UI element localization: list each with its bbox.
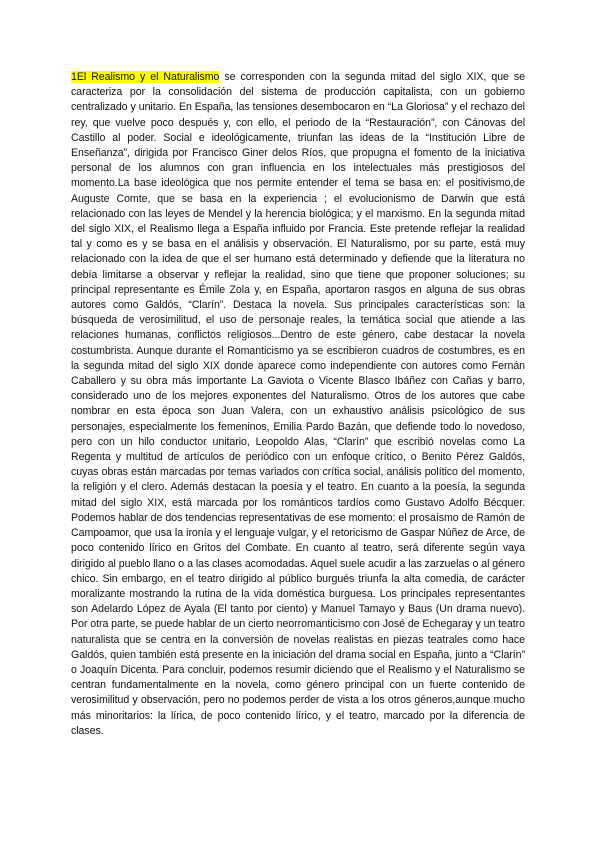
body-text: se corresponden con la segunda mitad del siglo XIX, que se caracteriza por la consolidación del sistema de producción capitalista, con un gobierno centralizado y unitario. En España, las tensiones desembocaron en “La Gloriosa” y el rechazo del rey, que vuelve poco después y, con ello, el periodo de la “Restauración”, con Cánovas del Castillo al poder. Social e ideológicamente, triunfan las ideas de la “Institución Libre de Enseñanza”, dirigida por Francisco Giner delos Ríos, que propugna el fomento de la iniciativa personal de los alumnos con gran influencia en los intelectuales más prestigiosos del momento.La base ideológica que nos permite entender el tema se basa en: el positivismo,de Auguste Comte, que se basa en la experiencia ; el evolucionismo de Darwin que está relacionado con las leyes de Mendel y la herencia biológica; y el marxismo. En la segunda mitad del siglo XIX, el Realismo llega a España influido por Francia. Este pretende reflejar la realidad tal y como es y se basa en el análisis y observación. El Naturalismo, por su parte, está muy relacionado con la idea de que el ser humano está determinado y defiende que la literatura no debía limitarse a observar y reflejar la realidad, sino que tiene que proponer soluciones; su principal representante es Émile Zola y, en España, aportaron rasgos en alguna de sus obras autores como Galdós, “Clarín”. Destaca la novela. Sus principales características son: la búsqueda de verosimilitud, el uso de personaje reales, la temática social que atiende a las relaciones humanas, conflictos religiosos...Dentro de este género, cabe destacar la novela costumbrista. Aunque durante el Romanticismo ya se escribieron cuadros de costumbres, es en la segunda mitad del siglo XIX donde aparece como independiente con autores como Fernán Caballero y su obra más importante La Gaviota o Vicente Blasco Ibáñez con Cañas y barro, considerado uno de los mejores exponentes del Naturalismo. Otros de los autores que cabe nombrar en esta época son Juan Valera, con un exhaustivo análisis psicológico de sus personajes, especialmente los femeninos, Emilia Pardo Bazán, que defiende todo lo novedoso, pero con un hilo conductor unitario, Leopoldo Alas, “Clarín” que escribió novelas como La Regenta y multitud de artículos de periódico con un enfoque crítico, o Benito Pérez Galdós, cuyas obras están marcadas por temas variados con crítica social, análisis político del momento, la religión y el clero. Además destacan la poesía y el teatro. En cuanto a la poesía, la segunda mitad del siglo XIX, está marcada por los románticos tardíos como Gustavo Adolfo Bécquer. Podemos hablar de dos tendencias representativas de ese momento: el prosaísmo de Ramón de Campoamor, que usa la ironía y el lenguaje vulgar, y el retoricismo de Gaspar Núñez de Arce, de poco contenido lírico en Gritos del Combate. En cuanto al teatro, será diferente según vaya dirigido al pueblo llano o a las clases acomodadas. Aquel suele acudir a las zarzuelas o al género chico. Sin embargo, en el teatro dirigido al público burgués triunfa la alta comedia, de carácter moralizante mostrando la rutina de la vida doméstica burguesa. Los principales representantes son Adelardo López de Ayala (El tanto por ciento) y Manuel Tamayo y Baus (Un drama nuevo). Por otra parte, se puede hablar de un cierto neorromanticismo con José de Echegaray y un teatro naturalista que se centra en la conversión de novelas realistas en piezas teatrales como hace Galdós, quien también está presente en la iniciación del drama social en España, junto a “Clarín” o Joaquín Dicenta. Para concluir, podemos resumir diciendo que el Realismo y el Naturalismo se centran fundamentalmente en la novela, como género principal con un fuerte contenido de verosimilitud y observación, pero no podemos perder de vista a los otros géneros,aunque mucho más minoritarios: la lírica, de poco contenido lírico, y el teatro, marcado por la diferencia de clases. — [71, 71, 525, 737]
highlighted-title: 1El Realismo y el Naturalismo — [71, 71, 220, 83]
document-body — [71, 70, 525, 739]
